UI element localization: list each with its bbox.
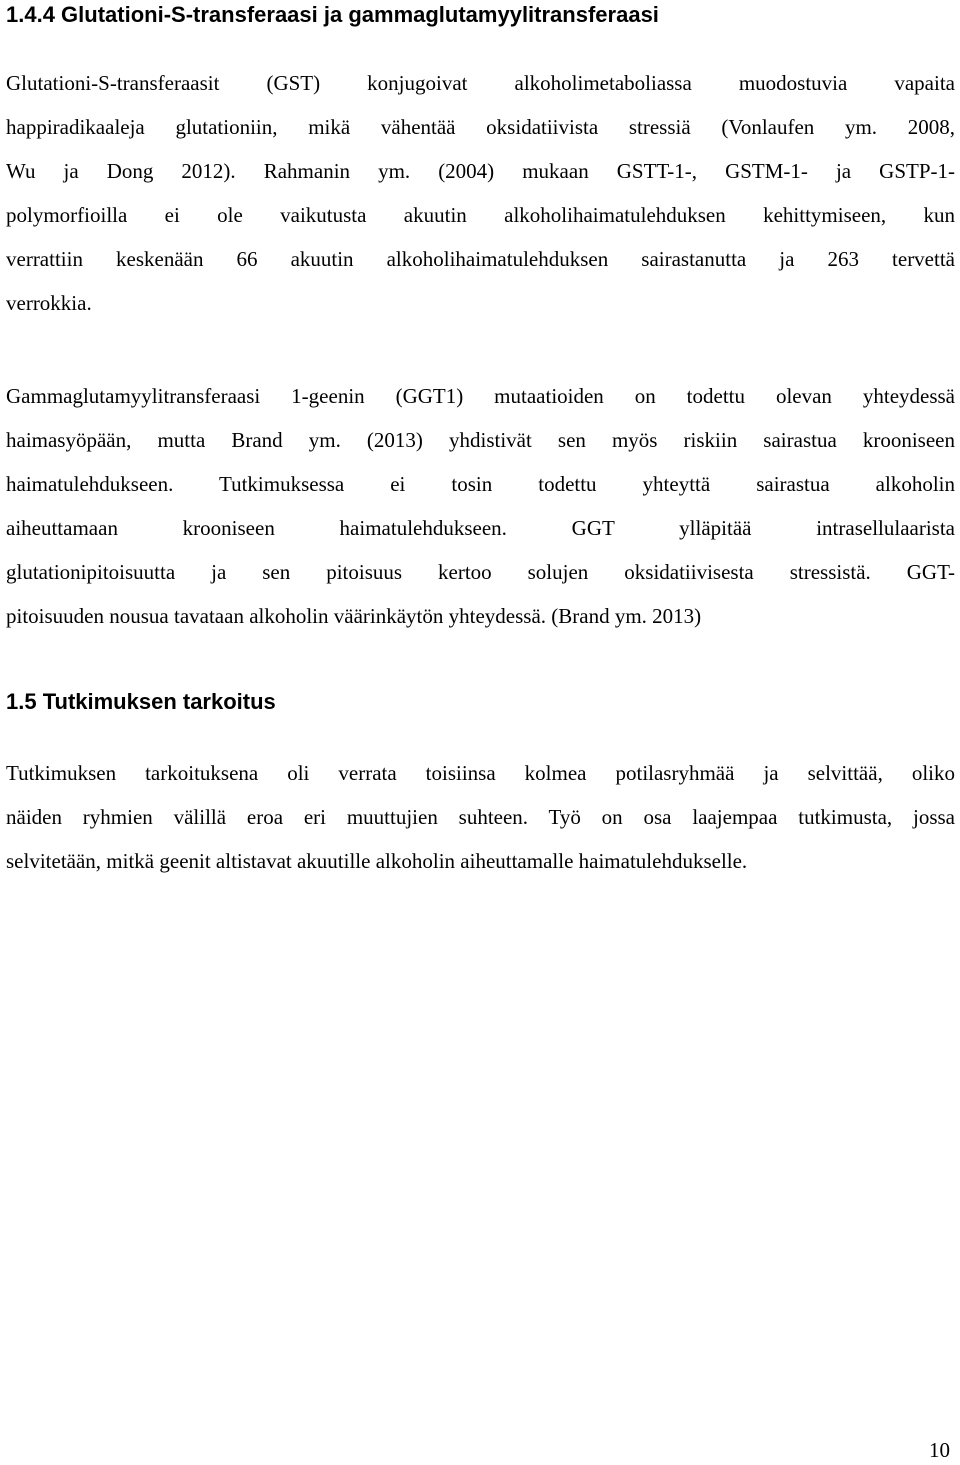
- text-line: haimatulehdukseen. Tutkimuksessa ei tosin todettu yhteyttä sairastua alkoholin: [6, 472, 955, 496]
- text-line: haimasyöpään, mutta Brand ym. (2013) yhdistivät sen myös riskiin sairastua krooniseen: [6, 428, 955, 452]
- text-line: pitoisuuden nousua tavataan alkoholin väärinkäytön yhteydessä. (Brand ym. 2013): [6, 604, 702, 628]
- page-number: 10: [929, 1438, 950, 1462]
- text-line: Tutkimuksen tarkoituksena oli verrata toisiinsa kolmea potilasryhmää ja selvittää, oliko: [6, 761, 955, 785]
- text-line: selvitetään, mitkä geenit altistavat akuutille alkoholin aiheuttamalle haimatulehdukselle.: [6, 849, 748, 873]
- text-line: happiradikaaleja glutationiin, mikä vähentää oksidatiivista stressiä (Vonlaufen ym. 2008,: [6, 115, 955, 139]
- text-line: näiden ryhmien välillä eroa eri muuttujien suhteen. Työ on osa laajempaa tutkimusta, jossa: [6, 805, 955, 829]
- paragraph-purpose: [6, 751, 955, 883]
- text-line: polymorfioilla ei ole vaikutusta akuutin alkoholihaimatulehduksen kehittymiseen, kun: [6, 203, 955, 227]
- section-heading-1-5: 1.5 Tutkimuksen tarkoitus: [6, 689, 276, 714]
- text-line: Glutationi-S-transferaasit (GST) konjugoivat alkoholimetaboliassa muodostuvia vapaita: [6, 71, 955, 95]
- text-line: glutationipitoisuutta ja sen pitoisuus kertoo solujen oksidatiivisesta stressistä. GGT-: [6, 560, 955, 584]
- text-line: verrattiin keskenään 66 akuutin alkoholihaimatulehduksen sairastanutta ja 263 tervettä: [6, 247, 955, 271]
- text-line: Gammaglutamyylitransferaasi 1-geenin (GGT1) mutaatioiden on todettu olevan yhteydessä: [6, 384, 955, 408]
- text-line: aiheuttamaan krooniseen haimatulehdukseen. GGT ylläpitää intrasellulaarista: [6, 516, 955, 540]
- text-line: verrokkia.: [6, 291, 92, 315]
- paragraph-gst: [6, 61, 955, 325]
- section-heading-1-4-4: 1.4.4 Glutationi-S-transferaasi ja gammaglutamyylitransferaasi: [6, 2, 659, 27]
- paragraph-ggt: [6, 374, 955, 638]
- text-line: Wu ja Dong 2012). Rahmanin ym. (2004) mukaan GSTT-1-, GSTM-1- ja GSTP-1-: [6, 159, 955, 183]
